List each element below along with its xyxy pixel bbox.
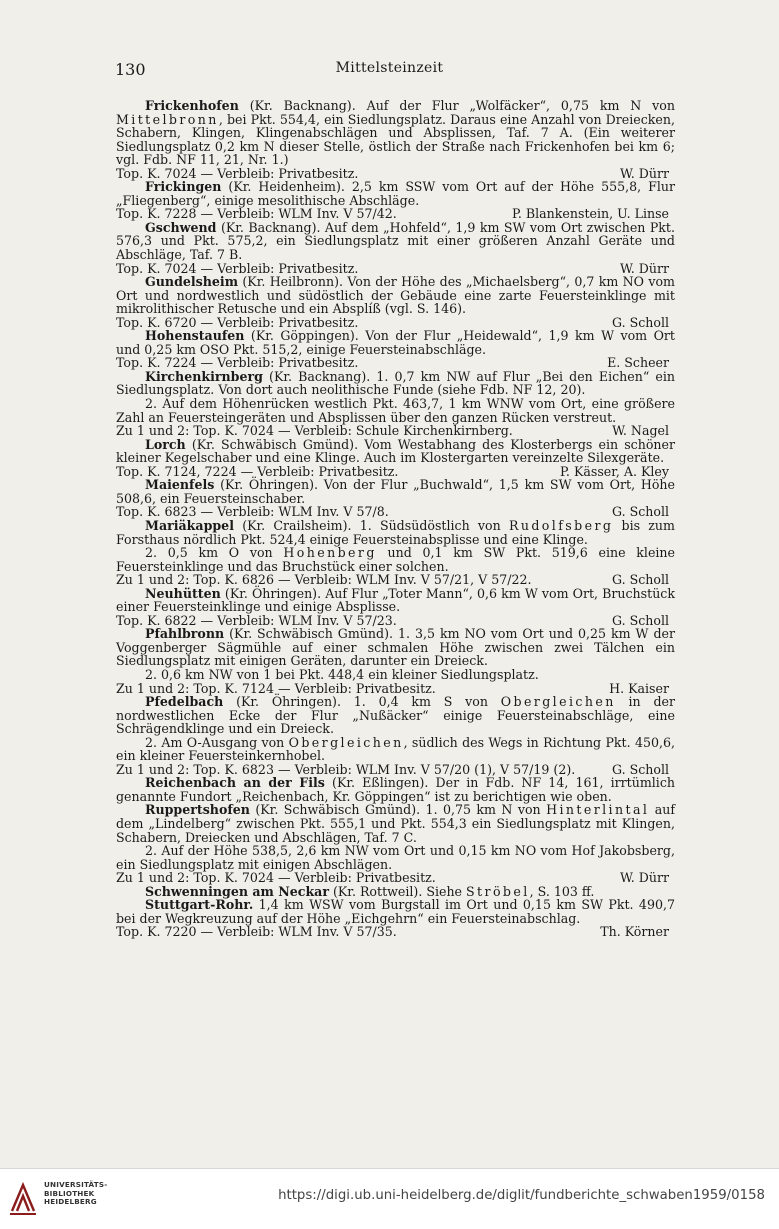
- place-name: Lorch: [145, 436, 186, 452]
- entry-text: [116, 478, 675, 505]
- entry-text: [116, 898, 675, 925]
- finder-name: E. Scheer: [607, 355, 669, 371]
- viewer-footer: [0, 1168, 779, 1229]
- find-record: [116, 424, 675, 438]
- permalink-url[interactable]: https://digi.ub.uni-heidelberg.de/diglit/fundberichte_schwaben1959/0158: [278, 1188, 765, 1203]
- library-seal-icon: [8, 1181, 38, 1215]
- place-name: Gundelsheim: [145, 274, 239, 290]
- finder-name: P. Kässer, A. Kley: [560, 463, 669, 479]
- storage-info: Zu 1 und 2: Top. K. 6826 — Verbleib: WLM Inv. V 57/21, V 57/22.: [116, 572, 532, 588]
- entry-subitem: [116, 397, 675, 424]
- find-record: [116, 167, 675, 181]
- place-name: Mariäkappel: [145, 517, 234, 533]
- text-segment: , bei Pkt. 554,4, ein Siedlungsplatz. Daraus eine Anzahl von Dreiecken, Schabern, Klingen, Klingenabschlägen und Absplissen, Taf. 7 A. (Ein weiterer Siedlungsplatz 0,2 km N dieser Stelle, östlich der Straße nach Frickenhofen bei km 6; vgl. Fdb. NF 11, 21, Nr. 1.): [116, 111, 675, 168]
- entry: [116, 478, 675, 519]
- finder-name: Th. Körner: [600, 924, 669, 940]
- place-name: Kirchenkirnberg: [145, 368, 263, 384]
- entry-text: [116, 885, 675, 899]
- find-record: [116, 316, 675, 330]
- place-name: Maienfels: [145, 477, 215, 493]
- storage-info: Zu 1 und 2: Top. K. 7024 — Verbleib: Privatbesitz.: [116, 870, 436, 886]
- entry-subitem: [116, 736, 675, 763]
- entry-text: [116, 221, 675, 262]
- finder-name: W. Dürr: [620, 165, 669, 181]
- find-record: [116, 871, 675, 885]
- entry-text: [116, 776, 675, 803]
- library-name: UNIVERSITÄTS- BIBLIOTHEK HEIDELBERG: [44, 1180, 108, 1207]
- text-segment: (Kr. Crailsheim). 1. Südsüdöstlich von: [242, 517, 509, 533]
- entries-list: [116, 99, 675, 939]
- text-segment: 1,4 km WSW vom Burgstall im Ort und 0,15 km SW Pkt. 490,7 bei der Wegkreuzung auf der Höhe „Eichgehrn“ ein Feuersteinabschlag.: [116, 897, 675, 926]
- text-segment: , südlich des Wegs in Richtung Pkt. 450,6, ein kleiner Feuersteinkernhobel.: [116, 734, 675, 764]
- text-segment: (Kr. Backnang). Auf der Flur „Wolfäcker“, 0,75 km N von: [249, 98, 675, 113]
- text-segment: (Kr. Eßlingen). Der in Fdb. NF 14, 161, irrtümlich genannte Fundort „Reichenbach, Kr. Göppingen“ ist zu berichtigen wie oben.: [116, 775, 675, 804]
- running-title: Mittelsteinzeit: [335, 60, 444, 76]
- text-segment: (Kr. Schwäbisch Gmünd). 1. 3,5 km NO vom Ort und 0,25 km W der Voggenberger Sägmühle auf einer schmalen Höhe zwischen zwei Tälchen ein Siedlungsplatz mit einigen Geräten, darunter ein Dreieck.: [116, 626, 675, 669]
- storage-info: Top. K. 6823 — Verbleib: WLM Inv. V 57/8.: [116, 504, 389, 520]
- text-segment: (Kr. Schwäbisch Gmünd). Vom Westabhang des Klosterbergs ein schöner kleiner Kegelschaber und eine Klinge. Auch im Klostergarten vereinzelte Silexgeräte.: [116, 436, 675, 466]
- spaced-name: Hohenberg: [283, 545, 377, 561]
- place-name: Pfahlbronn: [145, 626, 225, 642]
- page-number: 130: [115, 60, 146, 79]
- text-segment: 2. 0,6 km NW von 1 bei Pkt. 448,4 ein kleiner Siedlungsplatz.: [145, 666, 539, 682]
- entry-text: [116, 275, 675, 316]
- entry: [116, 627, 675, 695]
- place-name: Ruppertshofen: [145, 802, 250, 818]
- entry: [116, 695, 675, 776]
- text-segment: 2. Auf der Höhe 538,5, 2,6 km NW vom Ort und 0,15 km NO vom Hof Jakobsberg, ein Siedlungsplatz mit einigen Abschlägen.: [116, 843, 675, 872]
- find-record: [116, 763, 675, 777]
- spaced-name: Mittelbronn: [116, 111, 219, 127]
- text-segment: (Kr. Öhringen). Auf Flur „Toter Mann“, 0,6 km W vom Ort, Bruchstück einer Feuersteinklinge und einige Absplisse.: [116, 585, 675, 615]
- text-segment: (Kr. Backnang). 1. 0,7 km NW auf Flur „Bei den Eichen“ ein Siedlungsplatz. Von dort auch neolithische Funde (siehe Fdb. NF 12, 20).: [116, 368, 675, 398]
- entry-text: [116, 438, 675, 465]
- text-segment: (Kr. Heidenheim). 2,5 km SSW vom Ort auf der Höhe 555,8, Flur „Fliegenberg“, einige mesolithische Abschläge.: [116, 179, 675, 208]
- storage-info: Zu 1 und 2: Top. K. 7024 — Verbleib: Schule Kirchenkirnberg.: [116, 423, 513, 439]
- text-segment: (Kr. Öhringen). 1. 0,4 km S von: [236, 694, 501, 710]
- finder-name: G. Scholl: [611, 314, 669, 330]
- finder-name: P. Blankenstein, U. Linse: [511, 206, 669, 222]
- place-name: Schwenningen am Neckar: [145, 883, 329, 899]
- text-segment: 2. Am O-Ausgang von: [145, 734, 289, 750]
- text-segment: (Kr. Heilbronn). Von der Höhe des „Michaelsberg“, 0,7 km NO vom Ort und nordwestlich und südöstlich der Gebäude eine zarte Feuersteinklinge mit mikrolithischer Retusche und ein Absplíß (vgl. S. 146).: [116, 274, 675, 317]
- finder-name: W. Dürr: [620, 260, 669, 276]
- text-segment: , S. 103 ff.: [529, 883, 595, 899]
- entry-subitem: [116, 668, 675, 682]
- entry-text: [116, 627, 675, 668]
- place-name: Pfedelbach: [145, 694, 224, 710]
- entry: [116, 99, 675, 180]
- text-segment: 2. 0,5 km O von: [145, 545, 284, 561]
- storage-info: Zu 1 und 2: Top. K. 7124 — Verbleib: Privatbesitz.: [116, 680, 436, 696]
- storage-info: Top. K. 7024 — Verbleib: Privatbesitz.: [116, 165, 359, 181]
- finder-name: W. Dürr: [620, 870, 669, 886]
- finder-name: G. Scholl: [611, 504, 669, 520]
- find-record: [116, 207, 675, 221]
- storage-info: Top. K. 7228 — Verbleib: WLM Inv. V 57/42.: [116, 206, 397, 222]
- entry-text: [116, 587, 675, 614]
- place-name: Reichenbach an der Fils: [145, 775, 325, 791]
- entry: [116, 275, 675, 329]
- spaced-name: Obergleichen: [288, 734, 404, 750]
- entry-text: [116, 180, 675, 207]
- storage-info: Top. K. 6822 — Verbleib: WLM Inv. V 57/23.: [116, 612, 397, 628]
- text-segment: (Kr. Schwäbisch Gmünd). 1. 0,75 km N von: [255, 802, 547, 818]
- library-logo[interactable]: [8, 1181, 128, 1221]
- text-segment: auf dem „Lindelberg“ zwischen Pkt. 555,1 und Pkt. 554,3 ein Siedlungsplatz mit Klingen, Schabern, Dreiecken und Abschlägen, Taf. 7 C.: [116, 802, 675, 845]
- place-name: Stuttgart-Rohr.: [145, 897, 254, 913]
- find-record: [116, 925, 675, 939]
- storage-info: Top. K. 7220 — Verbleib: WLM Inv. V 57/35.: [116, 924, 397, 940]
- entry: [116, 776, 675, 803]
- entry-text: [116, 370, 675, 397]
- finder-name: G. Scholl: [611, 572, 669, 588]
- place-name: Neuhütten: [145, 585, 221, 601]
- entry-text: [116, 99, 675, 167]
- text-segment: (Kr. Backnang). Auf dem „Hohfeld“, 1,9 km SW vom Ort zwischen Pkt. 576,3 und Pkt. 575,2, ein Siedlungsplatz mit einer größeren Anzahl Geräte und Abschläge, Taf. 7 B.: [116, 219, 675, 263]
- entry: [116, 885, 675, 899]
- storage-info: Zu 1 und 2: Top. K. 6823 — Verbleib: WLM Inv. V 57/20 (1), V 57/19 (2).: [116, 761, 576, 777]
- place-name: Gschwend: [145, 219, 217, 235]
- place-name: Hohenstaufen: [145, 328, 245, 344]
- find-record: [116, 262, 675, 276]
- entry: [116, 221, 675, 275]
- storage-info: Top. K. 7124, 7224 — Verbleib: Privatbesitz.: [116, 463, 399, 479]
- text-segment: und 0,1 km SW Pkt. 519,6 eine kleine Feuersteinklinge und das Bruchstück einer solchen.: [116, 545, 675, 574]
- text-segment: (Kr. Göppingen). Von der Flur „Heidewald“, 1,9 km W vom Ort und 0,25 km OSO Pkt. 515,2, einige Feuersteinabschläge.: [116, 328, 675, 357]
- storage-info: Top. K. 6720 — Verbleib: Privatbesitz.: [116, 314, 359, 330]
- finder-name: H. Kaiser: [609, 680, 669, 696]
- text-segment: (Kr. Öhringen). Von der Flur „Buchwald“, 1,5 km SW vom Ort, Höhe 508,6, ein Feuersteinschaber.: [116, 477, 675, 506]
- entry: [116, 180, 675, 221]
- finder-name: G. Scholl: [611, 612, 669, 628]
- entry: [116, 370, 675, 438]
- spaced-name: Obergleichen: [500, 694, 616, 710]
- entry-text: [116, 803, 675, 844]
- entry-subitem: [116, 844, 675, 871]
- entry: [116, 587, 675, 628]
- find-record: [116, 505, 675, 519]
- find-record: [116, 573, 675, 587]
- entry-text: [116, 329, 675, 356]
- place-name: Frickingen: [145, 179, 222, 195]
- place-name: Frickenhofen: [145, 98, 239, 113]
- spaced-name: Rudolfsberg: [508, 517, 614, 533]
- spaced-name: Ströbel: [466, 883, 530, 899]
- text-segment: in der nordwestlichen Ecke der Flur „Nußäcker“ einige Feuersteinabschläge, eine Schrägendklinge und ein Dreieck.: [116, 694, 675, 737]
- entry: [116, 329, 675, 370]
- spaced-name: Hinterlintal: [546, 802, 650, 818]
- text-segment: (Kr. Rottweil). Siehe: [332, 883, 467, 899]
- text-segment: 2. Auf dem Höhenrücken westlich Pkt. 463,7, 1 km WNW vom Ort, eine größere Zahl an Feuersteingeräten und Absplissen über den ganzen Rücken verstreut.: [116, 396, 675, 425]
- find-record: [116, 356, 675, 370]
- find-record: [116, 614, 675, 628]
- page-header: [0, 60, 779, 82]
- entry: [116, 803, 675, 884]
- entry-text: [116, 519, 675, 546]
- finder-name: G. Scholl: [611, 761, 669, 777]
- entry: [116, 898, 675, 939]
- finder-name: W. Nagel: [612, 423, 669, 439]
- storage-info: Top. K. 7224 — Verbleib: Privatbesitz.: [116, 355, 359, 371]
- text-segment: bis zum Forsthaus nördlich Pkt. 524,4 einige Feuersteinabsplisse und eine Klinge.: [116, 517, 675, 547]
- entry-text: [116, 695, 675, 736]
- entry: [116, 438, 675, 479]
- storage-info: Top. K. 7024 — Verbleib: Privatbesitz.: [116, 260, 359, 276]
- entry-subitem: [116, 546, 675, 573]
- entry: [116, 519, 675, 587]
